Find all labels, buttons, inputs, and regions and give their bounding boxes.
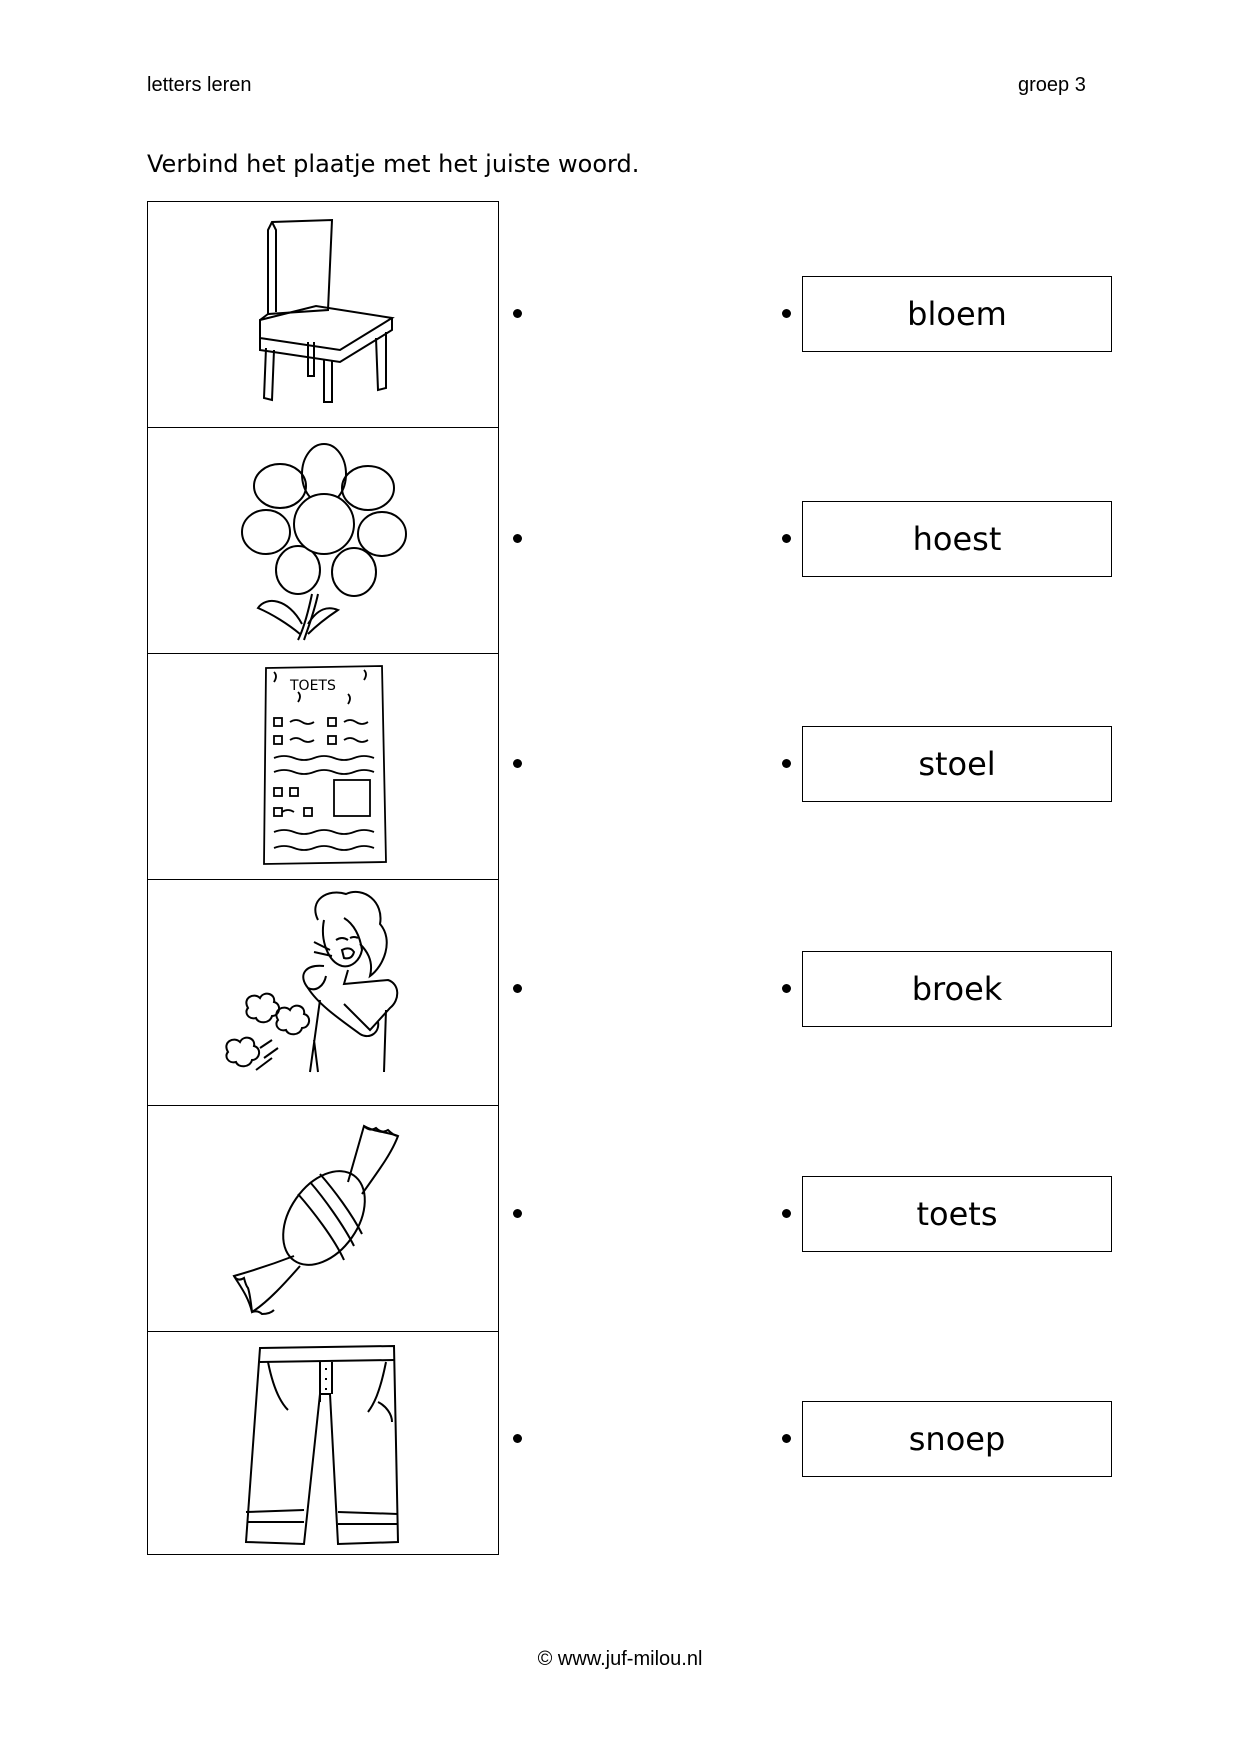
trousers-icon bbox=[148, 1332, 500, 1558]
picture-cell-test-paper bbox=[148, 654, 498, 880]
picture-dot-6[interactable] bbox=[513, 1434, 522, 1443]
test-paper-label: TOETS bbox=[290, 678, 336, 694]
word-dot-4[interactable] bbox=[782, 984, 791, 993]
word-dot-6[interactable] bbox=[782, 1434, 791, 1443]
picture-column bbox=[147, 201, 499, 1555]
picture-dot-2[interactable] bbox=[513, 534, 522, 543]
word-box-toets: toets bbox=[802, 1176, 1112, 1252]
picture-dot-3[interactable] bbox=[513, 759, 522, 768]
header-grade: groep 3 bbox=[1018, 74, 1086, 96]
picture-cell-candy bbox=[148, 1106, 498, 1332]
candy-icon bbox=[148, 1106, 500, 1332]
word-box-broek: broek bbox=[802, 951, 1112, 1027]
flower-icon bbox=[148, 428, 500, 654]
word-dot-2[interactable] bbox=[782, 534, 791, 543]
picture-cell-flower bbox=[148, 428, 498, 654]
instruction-text: Verbind het plaatje met het juiste woord. bbox=[147, 150, 640, 178]
word-dot-1[interactable] bbox=[782, 309, 791, 318]
chair-icon bbox=[148, 202, 500, 428]
test-paper-icon bbox=[148, 654, 500, 880]
word-box-snoep: snoep bbox=[802, 1401, 1112, 1477]
footer-copyright: © www.juf-milou.nl bbox=[537, 1648, 703, 1670]
word-box-bloem: bloem bbox=[802, 276, 1112, 352]
picture-dot-4[interactable] bbox=[513, 984, 522, 993]
picture-cell-coughing-person bbox=[148, 880, 498, 1106]
word-dot-5[interactable] bbox=[782, 1209, 791, 1218]
word-box-stoel: stoel bbox=[802, 726, 1112, 802]
picture-cell-chair bbox=[148, 202, 498, 428]
picture-dot-5[interactable] bbox=[513, 1209, 522, 1218]
word-box-hoest: hoest bbox=[802, 501, 1112, 577]
header-subject: letters leren bbox=[147, 74, 252, 96]
word-dot-3[interactable] bbox=[782, 759, 791, 768]
coughing-person-icon bbox=[148, 880, 500, 1106]
picture-dot-1[interactable] bbox=[513, 309, 522, 318]
picture-cell-trousers bbox=[148, 1332, 498, 1558]
